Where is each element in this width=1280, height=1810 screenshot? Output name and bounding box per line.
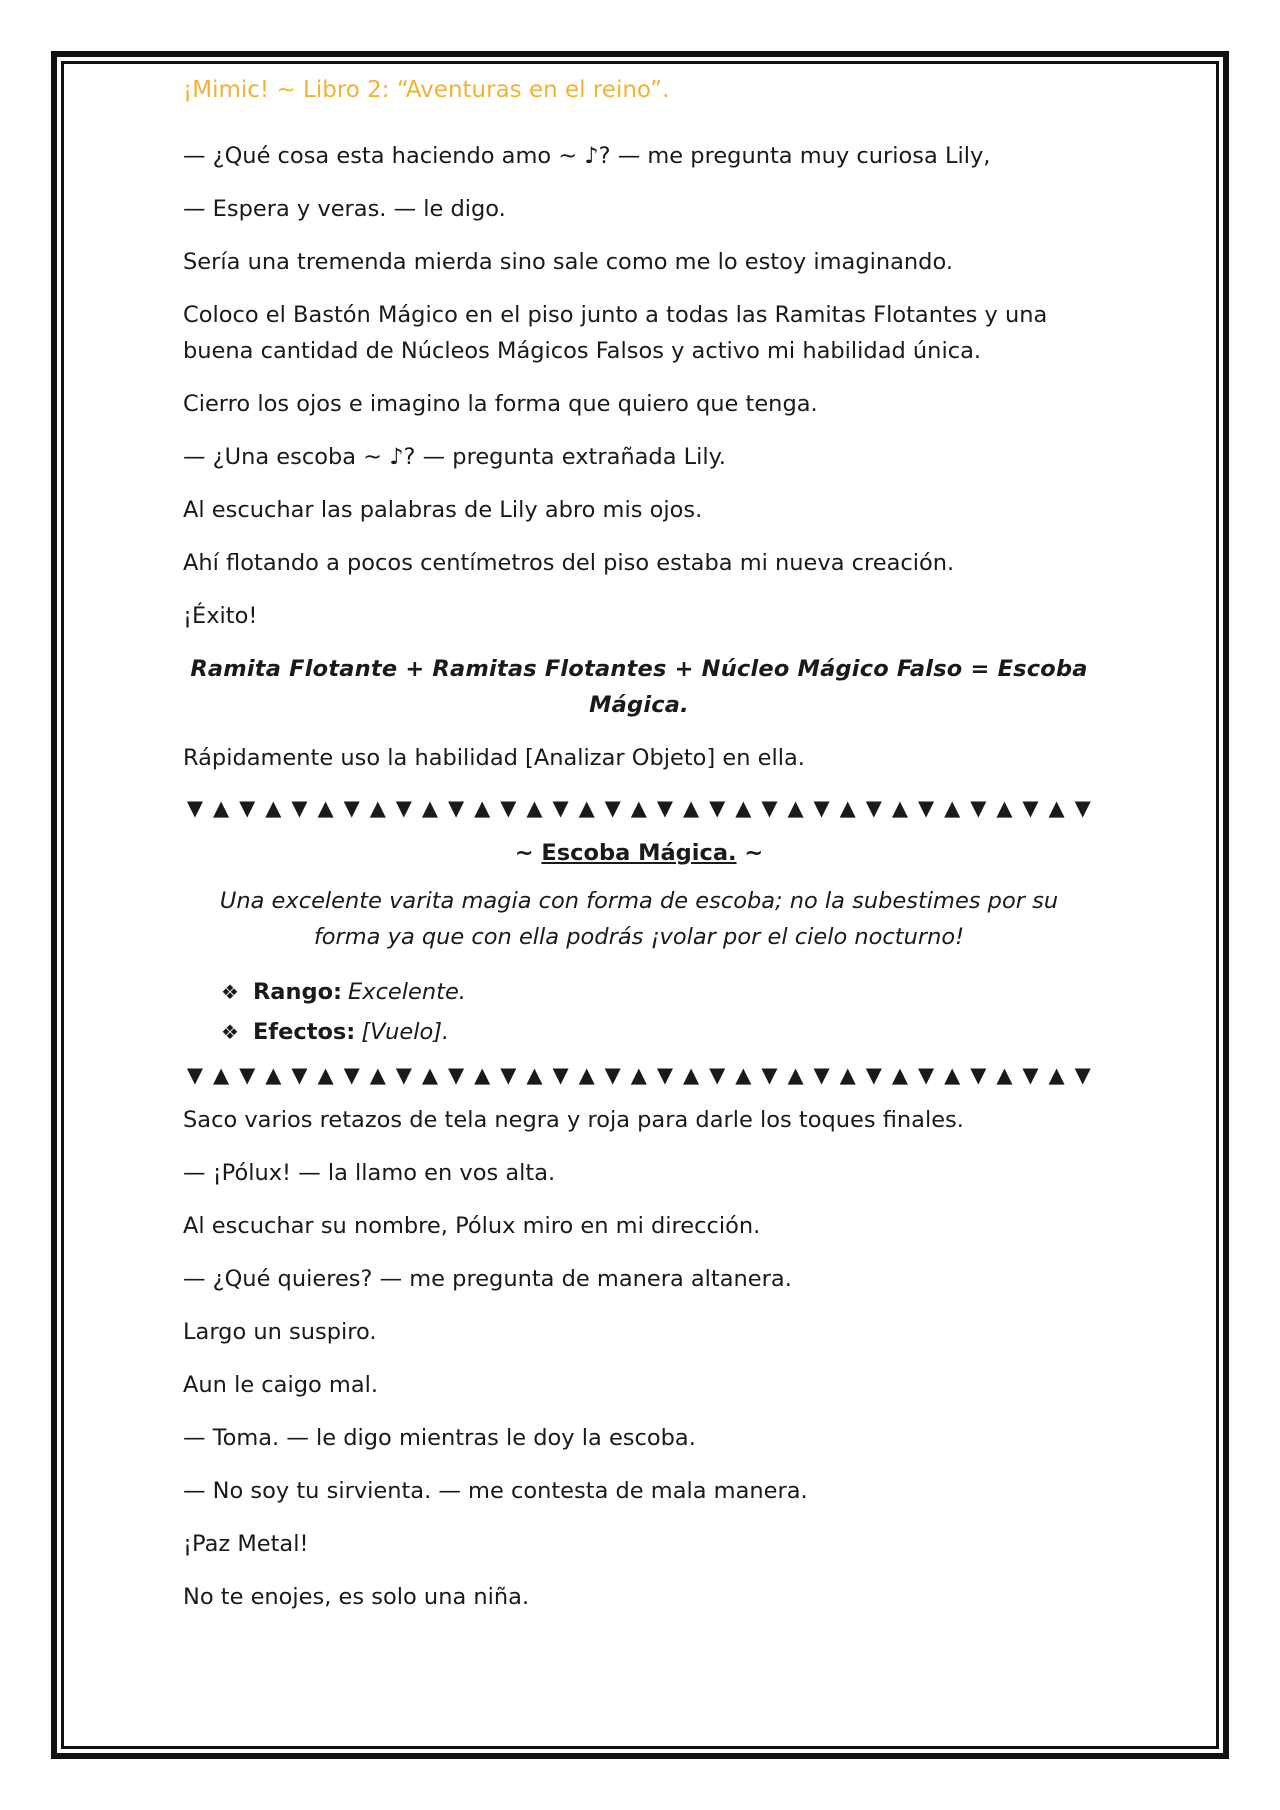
triangle-up-icon: ▲ xyxy=(369,796,386,820)
triangle-down-icon: ▼ xyxy=(291,796,308,820)
triangle-down-icon: ▼ xyxy=(448,1063,465,1087)
triangle-down-icon: ▼ xyxy=(1074,1063,1091,1087)
triangle-up-icon: ▲ xyxy=(996,1063,1013,1087)
crafting-formula: Ramita Flotante + Ramitas Flotantes + Núcleo Mágico Falso = Escoba Mágica. xyxy=(190,656,1088,718)
paragraph: — ¿Qué cosa esta haciendo amo ~ ♪? — me pregunta muy curiosa Lily, xyxy=(183,143,991,169)
triangle-up-icon: ▲ xyxy=(265,1063,282,1087)
triangle-down-icon: ▼ xyxy=(917,796,935,820)
item-title-suffix: ~ xyxy=(736,840,764,866)
paragraph: — Espera y veras. — le digo. xyxy=(183,196,506,222)
triangle-down-icon: ▼ xyxy=(813,796,830,820)
page-content xyxy=(183,72,1095,1632)
triangle-down-icon: ▼ xyxy=(448,796,465,820)
triangle-up-icon: ▲ xyxy=(421,1063,439,1087)
triangle-up-icon: ▲ xyxy=(839,796,856,820)
triangle-up-icon: ▲ xyxy=(421,796,439,820)
triangle-up-icon: ▲ xyxy=(317,796,334,820)
triangle-down-icon: ▼ xyxy=(343,1063,360,1087)
paragraph: — Toma. — le digo mientras le doy la escoba. xyxy=(183,1425,696,1451)
triangle-up-icon: ▲ xyxy=(526,1063,543,1087)
running-header: ¡Mimic! ~ Libro 2: “Aventuras en el reino”. xyxy=(183,77,670,103)
triangle-up-icon: ▲ xyxy=(213,1063,230,1087)
stat-rango xyxy=(221,972,1095,1012)
triangle-up-icon: ▲ xyxy=(1048,1063,1065,1087)
triangle-down-icon: ▼ xyxy=(761,796,778,820)
triangle-up-icon: ▲ xyxy=(265,796,282,820)
triangle-down-icon: ▼ xyxy=(813,1063,830,1087)
triangle-down-icon: ▼ xyxy=(186,796,204,820)
triangle-up-icon: ▲ xyxy=(787,1063,804,1087)
triangle-down-icon: ▼ xyxy=(917,1063,935,1087)
item-title-text: Escoba Mágica. xyxy=(541,840,737,866)
item-stats xyxy=(221,972,1095,1052)
triangle-up-icon: ▲ xyxy=(735,796,752,820)
triangle-up-icon: ▲ xyxy=(474,1063,491,1087)
triangle-up-icon: ▲ xyxy=(630,796,647,820)
paragraph: No te enojes, es solo una niña. xyxy=(183,1584,530,1610)
paragraph: Largo un suspiro. xyxy=(183,1319,377,1345)
triangle-down-icon: ▼ xyxy=(656,1063,674,1087)
triangle-down-icon: ▼ xyxy=(604,1063,621,1087)
stat-label: Efectos: xyxy=(252,1019,356,1045)
diamond-bullet-icon: ❖ xyxy=(221,980,239,1004)
triangle-down-icon: ▼ xyxy=(239,796,256,820)
triangle-down-icon: ▼ xyxy=(761,1063,778,1087)
paragraph: Cierro los ojos e imagino la forma que quiero que tenga. xyxy=(183,391,818,417)
triangle-down-icon: ▼ xyxy=(500,796,517,820)
triangle-up-icon: ▲ xyxy=(683,796,700,820)
triangle-down-icon: ▼ xyxy=(604,796,621,820)
triangle-up-icon: ▲ xyxy=(891,1063,909,1087)
paragraph: Saco varios retazos de tela negra y roja para darle los toques finales. xyxy=(183,1107,964,1133)
stat-label: Rango: xyxy=(252,979,343,1005)
triangle-up-icon: ▲ xyxy=(735,1063,752,1087)
triangle-up-icon: ▲ xyxy=(839,1063,856,1087)
triangle-divider-top xyxy=(183,793,1095,823)
paragraph: Coloco el Bastón Mágico en el piso junto a todas las Ramitas Flotantes y una buena cantidad de Núcleos Mágicos Falsos y activo mi habilidad única. xyxy=(183,302,1048,364)
triangle-down-icon: ▼ xyxy=(656,796,674,820)
triangle-down-icon: ▼ xyxy=(552,1063,569,1087)
triangle-up-icon: ▲ xyxy=(683,1063,700,1087)
paragraph: ¡Paz Metal! xyxy=(183,1531,309,1557)
triangle-up-icon: ▲ xyxy=(578,1063,595,1087)
triangle-up-icon: ▲ xyxy=(213,796,230,820)
triangle-divider-bottom xyxy=(183,1060,1095,1090)
triangle-down-icon: ▼ xyxy=(343,796,360,820)
paragraph: Al escuchar las palabras de Lily abro mis ojos. xyxy=(183,497,703,523)
stat-efectos xyxy=(221,1012,1095,1052)
triangle-down-icon: ▼ xyxy=(970,1063,987,1087)
triangle-down-icon: ▼ xyxy=(1074,796,1091,820)
paragraph: Rápidamente uso la habilidad [Analizar Objeto] en ella. xyxy=(183,745,805,771)
triangle-down-icon: ▼ xyxy=(552,796,569,820)
triangle-down-icon: ▼ xyxy=(970,796,987,820)
triangle-down-icon: ▼ xyxy=(865,1063,882,1087)
paragraph: — ¡Pólux! — la llamo en vos alta. xyxy=(183,1160,556,1186)
triangle-up-icon: ▲ xyxy=(996,796,1013,820)
triangle-down-icon: ▼ xyxy=(239,1063,256,1087)
paragraph: Sería una tremenda mierda sino sale como me lo estoy imaginando. xyxy=(183,249,953,275)
item-title-prefix: ~ xyxy=(514,840,542,866)
triangle-up-icon: ▲ xyxy=(526,796,543,820)
triangle-up-icon: ▲ xyxy=(317,1063,334,1087)
paragraph: ¡Éxito! xyxy=(183,603,258,629)
triangle-up-icon: ▲ xyxy=(891,796,909,820)
paragraph: — ¿Una escoba ~ ♪? — pregunta extrañada Lily. xyxy=(183,444,726,470)
paragraph: Ahí flotando a pocos centímetros del piso estaba mi nueva creación. xyxy=(183,550,955,576)
stat-value: Excelente. xyxy=(348,979,466,1005)
triangle-up-icon: ▲ xyxy=(630,1063,647,1087)
triangle-down-icon: ▼ xyxy=(1022,1063,1039,1087)
triangle-up-icon: ▲ xyxy=(578,796,595,820)
triangle-down-icon: ▼ xyxy=(709,796,726,820)
paragraph: — No soy tu sirvienta. — me contesta de mala manera. xyxy=(183,1478,808,1504)
triangle-up-icon: ▲ xyxy=(944,1063,961,1087)
item-title xyxy=(183,835,1095,871)
triangle-down-icon: ▼ xyxy=(500,1063,517,1087)
triangle-down-icon: ▼ xyxy=(1022,796,1039,820)
paragraph: Aun le caigo mal. xyxy=(183,1372,379,1398)
paragraph: Al escuchar su nombre, Pólux miro en mi dirección. xyxy=(183,1213,761,1239)
triangle-down-icon: ▼ xyxy=(395,796,412,820)
stat-value: [Vuelo]. xyxy=(361,1019,450,1045)
triangle-down-icon: ▼ xyxy=(865,796,882,820)
triangle-down-icon: ▼ xyxy=(395,1063,412,1087)
diamond-bullet-icon: ❖ xyxy=(221,1020,239,1044)
item-description: Una excelente varita magia con forma de escoba; no la subestimes por su forma ya que con ella podrás ¡volar por el cielo nocturno! xyxy=(219,888,1059,950)
triangle-up-icon: ▲ xyxy=(369,1063,386,1087)
triangle-down-icon: ▼ xyxy=(291,1063,308,1087)
triangle-down-icon: ▼ xyxy=(186,1063,204,1087)
paragraphs-top xyxy=(183,138,1095,634)
triangle-up-icon: ▲ xyxy=(944,796,961,820)
triangle-up-icon: ▲ xyxy=(474,796,491,820)
paragraph: — ¿Qué quieres? — me pregunta de manera altanera. xyxy=(183,1266,792,1292)
triangle-down-icon: ▼ xyxy=(709,1063,726,1087)
triangle-up-icon: ▲ xyxy=(1048,796,1065,820)
triangle-up-icon: ▲ xyxy=(787,796,804,820)
paragraphs-bottom xyxy=(183,1102,1095,1615)
